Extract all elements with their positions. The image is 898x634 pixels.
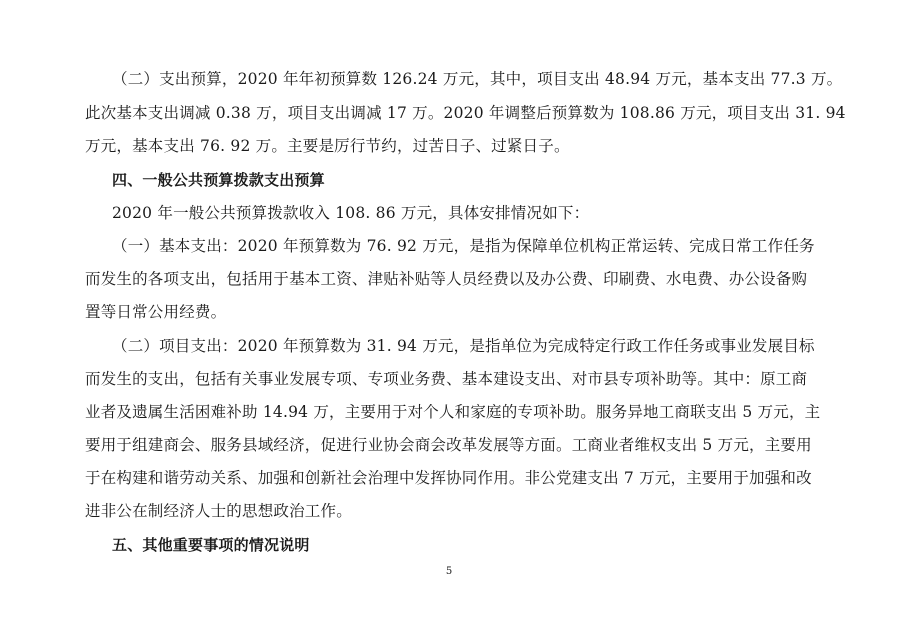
- paragraph-project-expenditure-line-6: 进非公在制经济人士的思想政治工作。: [85, 502, 352, 520]
- page-number: 5: [445, 566, 453, 577]
- paragraph-project-expenditure-line-3: 业者及遗属生活困难补助 14.94 万，主要用于对个人和家庭的专项补助。服务异地工商联支出 5 万元，主: [85, 403, 821, 421]
- paragraph-expenditure-budget-line-2: 此次基本支出调减 0.38 万，项目支出调减 17 万。2020 年调整后预算数为 108.86 万元，项目支出 31. 94: [85, 104, 846, 122]
- paragraph-project-expenditure-line-1: （二）项目支出：2020 年预算数为 31. 94 万元，是指单位为完成特定行政工作任务或事业发展目标: [112, 337, 815, 355]
- section-heading-other-matters: 五、其他重要事项的情况说明: [112, 536, 310, 554]
- paragraph-expenditure-budget-line-1: （二）支出预算，2020 年年初预算数 126.24 万元，其中，项目支出 48.94 万元，基本支出 77.3 万。: [112, 70, 843, 88]
- paragraph-basic-expenditure-line-2: 而发生的各项支出，包括用于基本工资、津贴补贴等人员经费以及办公费、印刷费、水电费、办公设备购: [85, 270, 808, 288]
- paragraph-basic-expenditure-line-1: （一）基本支出：2020 年预算数为 76. 92 万元，是指为保障单位机构正常运转、完成日常工作任务: [112, 237, 815, 255]
- paragraph-expenditure-budget-line-3: 万元，基本支出 76. 92 万。主要是厉行节约，过苦日子、过紧日子。: [85, 137, 570, 155]
- paragraph-project-expenditure-line-4: 要用于组建商会、服务县域经济，促进行业协会商会改革发展等方面。工商业者维权支出 5 万元，主要用: [85, 436, 812, 454]
- paragraph-project-expenditure-line-5: 于在构建和谐劳动关系、加强和创新社会治理中发挥协同作用。非公党建支出 7 万元，主要用于加强和改: [85, 469, 812, 487]
- section-heading-general-public-budget: 四、一般公共预算拨款支出预算: [112, 171, 325, 189]
- paragraph-budget-revenue: 2020 年一般公共预算拨款收入 108. 86 万元，具体安排情况如下：: [112, 204, 590, 222]
- paragraph-project-expenditure-line-2: 而发生的支出，包括有关事业发展专项、专项业务费、基本建设支出、对市县专项补助等。其中：原工商: [85, 370, 808, 388]
- paragraph-basic-expenditure-line-3: 置等日常公用经费。: [85, 303, 227, 321]
